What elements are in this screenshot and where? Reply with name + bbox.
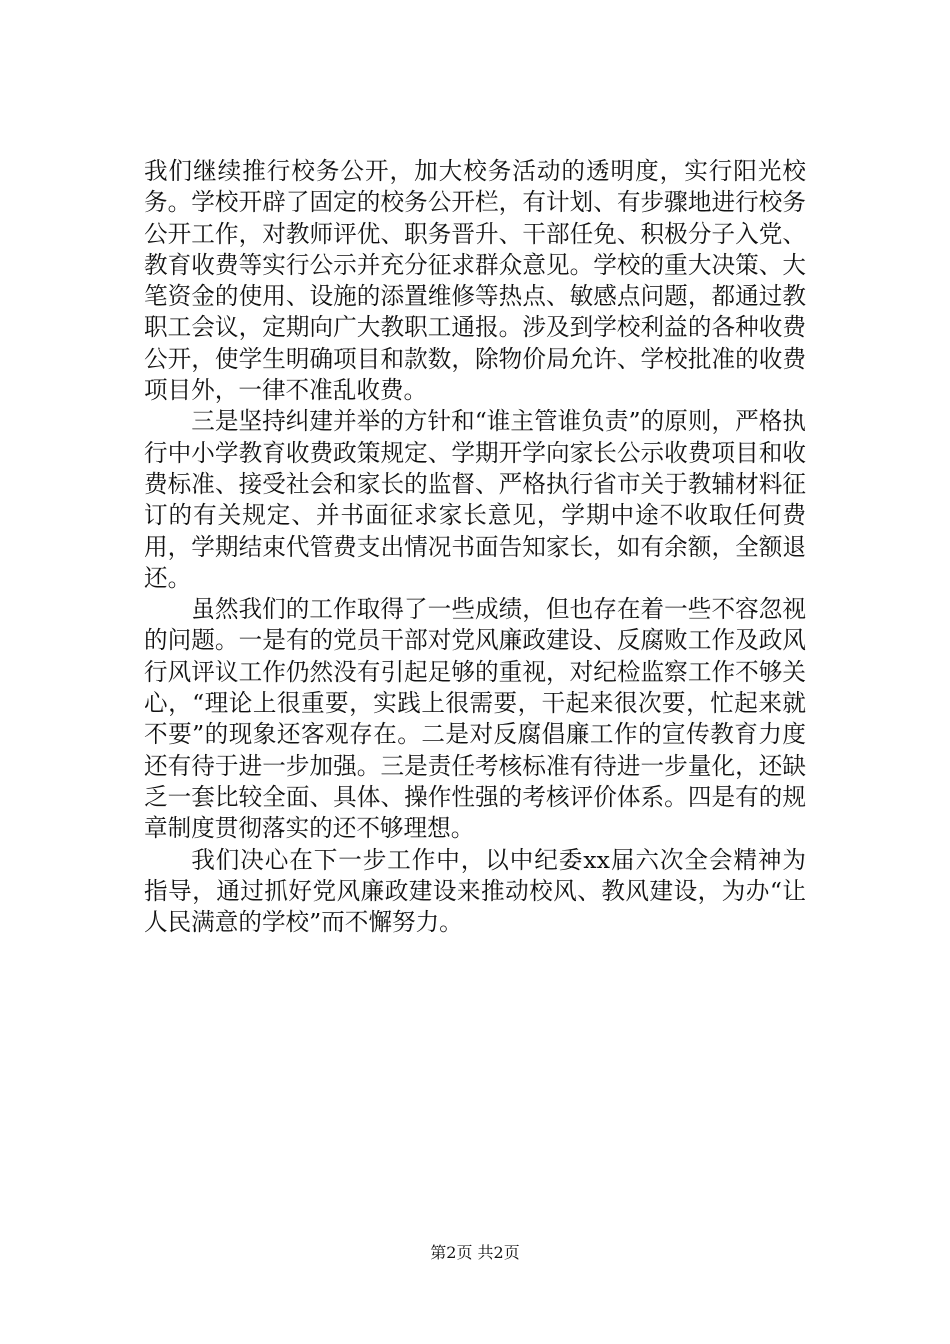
paragraph-problems: 虽然我们的工作取得了一些成绩，但也存在着一些不容忽视的问题。一是有的党员干部对党风廉政建设、反腐败工作及政风行风评议工作仍然没有引起足够的重视，对纪检监察工作不够关心，“理论上很重要，实践上很需要，干起来很次要，忙起来就不要”的现象还客观存在。二是对反腐倡廉工作的宣传教育力度还有待于进一步加强。三是责任考核标准有待进一步量化，还缺乏一套比较全面、具体、操作性强的考核评价体系。四是有的规章制度贯彻落实的还不够理想。 <box>144 595 806 843</box>
paragraph-resolution: 我们决心在下一步工作中，以中纪委xx届六次全会精神为指导，通过抓好党风廉政建设来推动校风、教风建设，为办“让人民满意的学校”而不懈努力。 <box>144 845 806 937</box>
paragraph-principle: 三是坚持纠建并举的方针和“谁主管谁负责”的原则，严格执行中小学教育收费政策规定、学期开学向家长公示收费项目和收费标准、接受社会和家长的监督、严格执行省市关于教辅材料征订的有关规定、并书面征求家长意见，学期中途不收取任何费用，学期结束代管费支出情况书面告知家长，如有余额，全额退还。 <box>144 407 806 592</box>
paragraph-continued: 我们继续推行校务公开，加大校务活动的透明度，实行阳光校务。学校开辟了固定的校务公开栏，有计划、有步骤地进行校务公开工作，对教师评优、职务晋升、干部任免、积极分子入党、教育收费等实行公示并充分征求群众意见。学校的重大决策、大笔资金的使用、设施的添置维修等热点、敏感点问题，都通过教职工会议，定期向广大教职工通报。涉及到学校利益的各种收费公开，使学生明确项目和款数，除物价局允许、学校批准的收费项目外，一律不准乱收费。 <box>144 157 806 405</box>
document-body <box>144 156 806 938</box>
page-footer: 第2页 共2页 <box>430 1243 520 1262</box>
